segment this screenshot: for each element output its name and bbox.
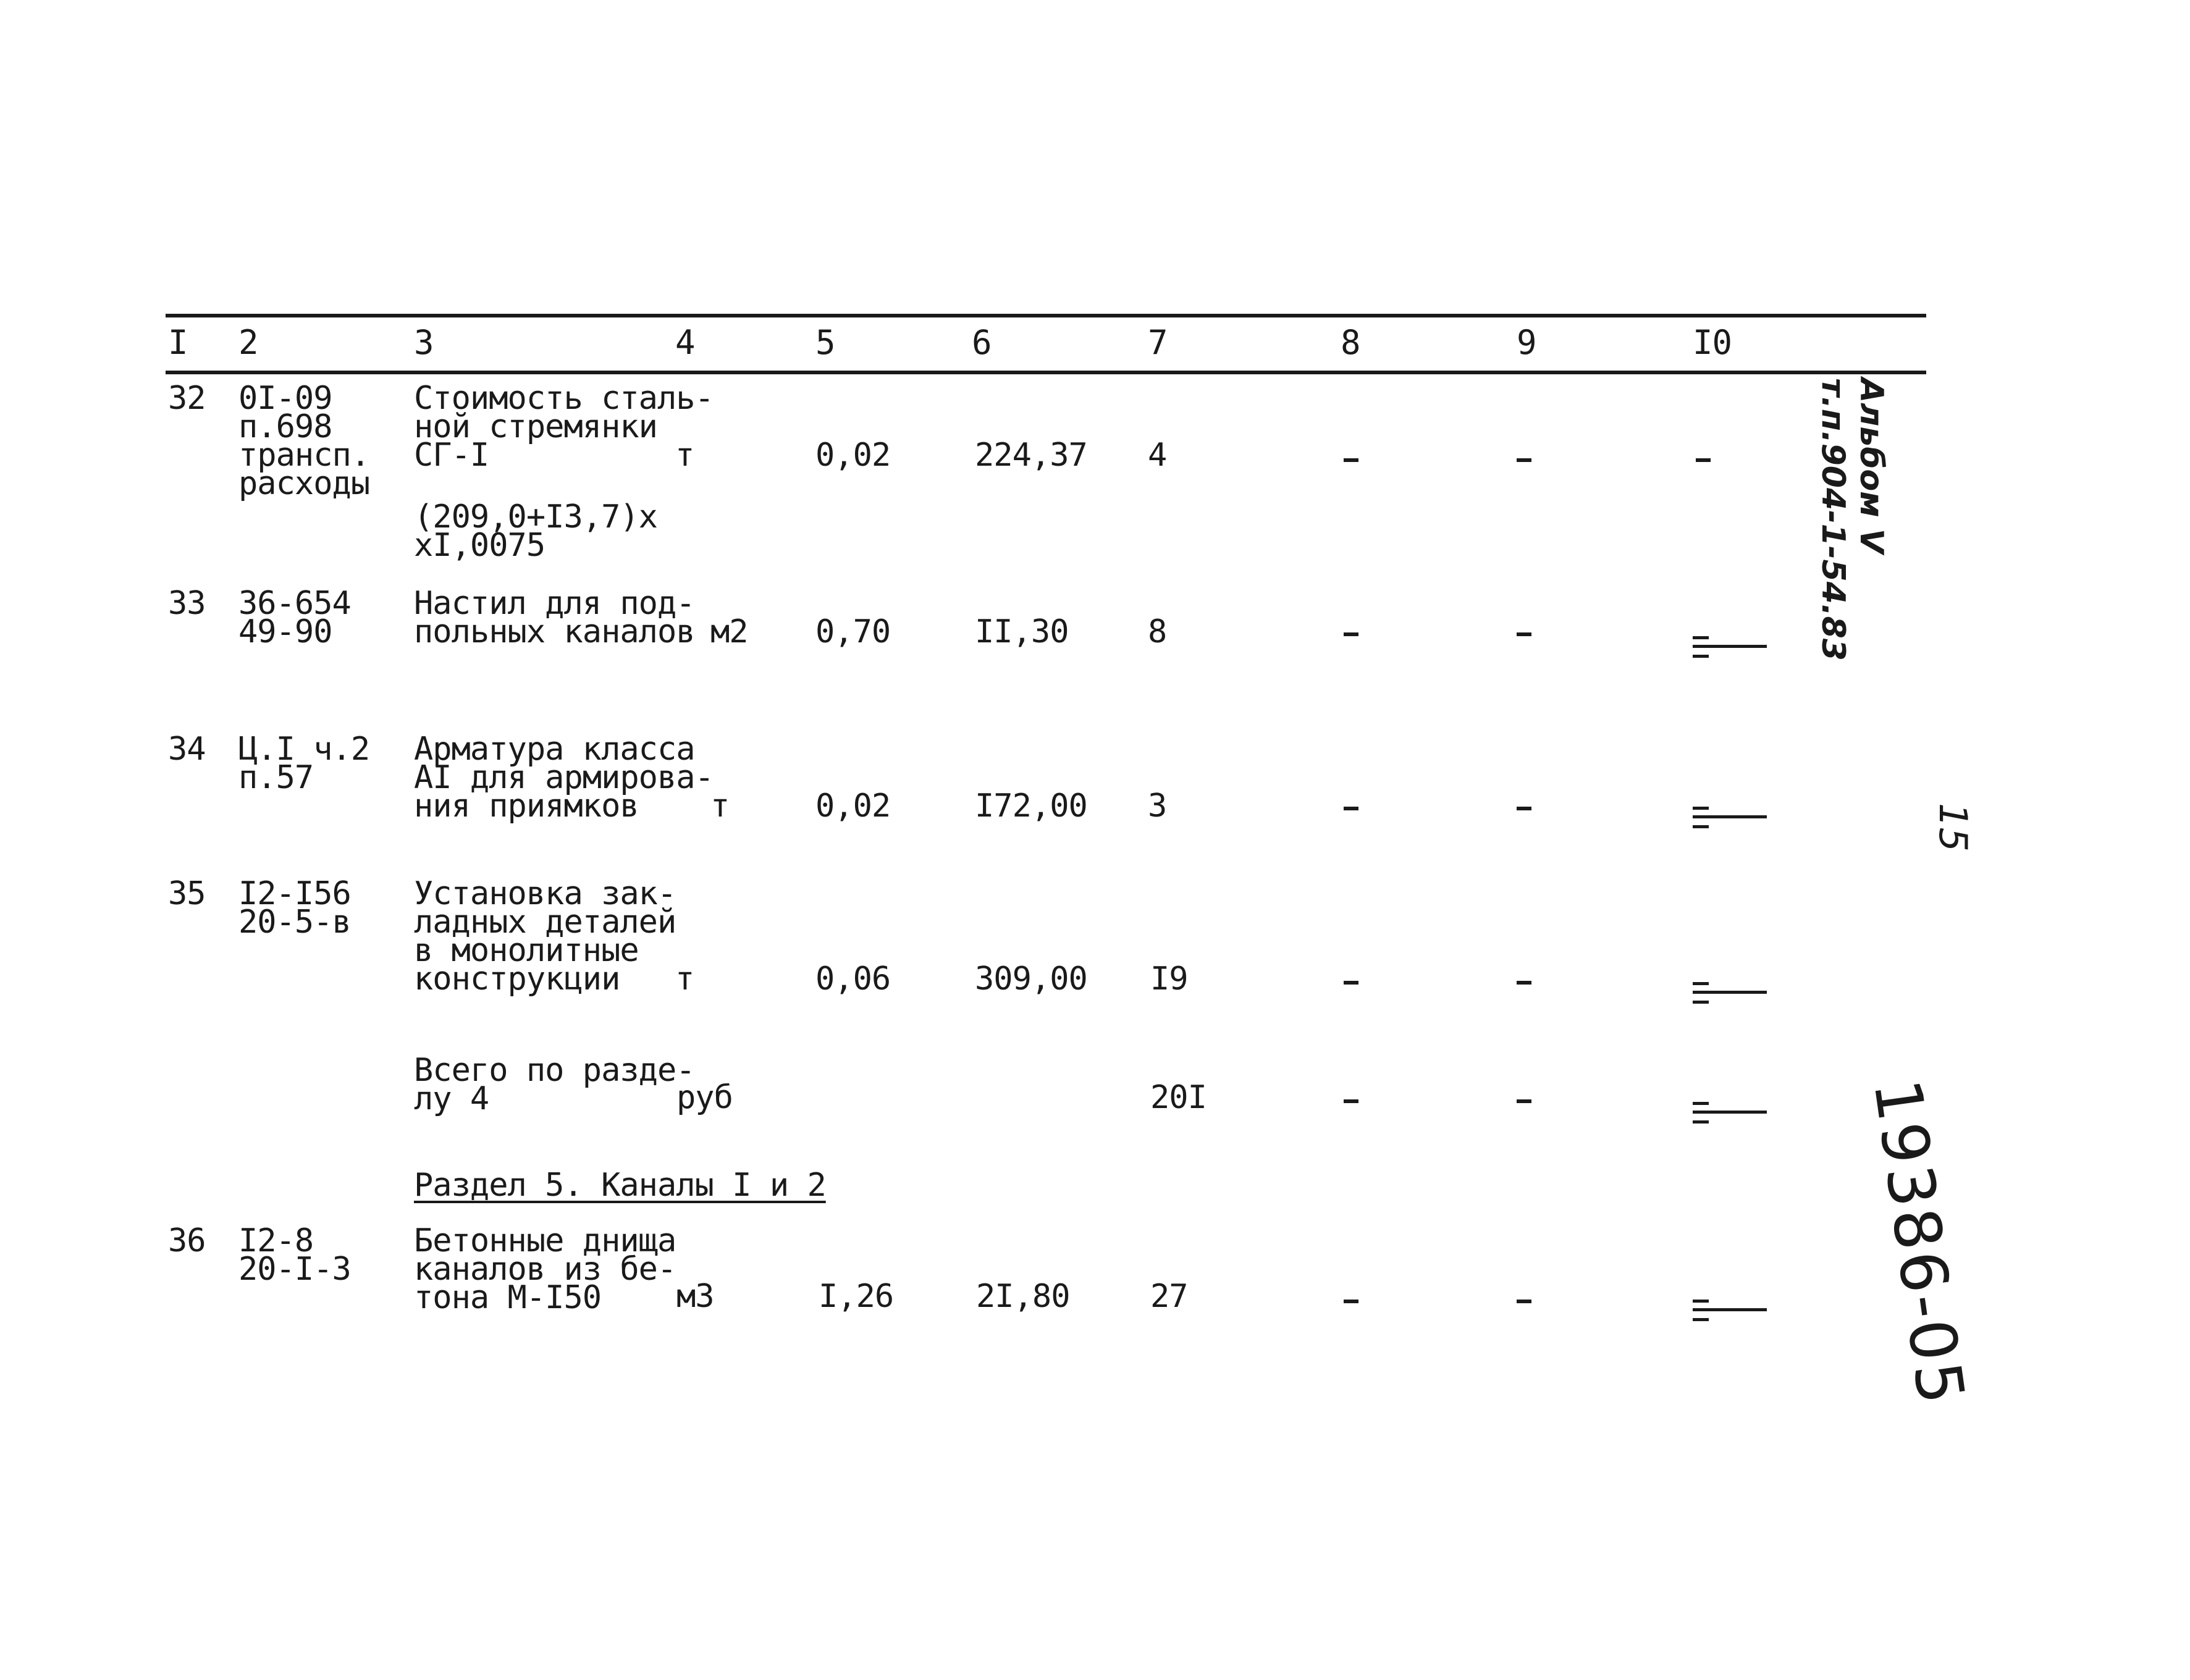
row-unit: м3 bbox=[676, 1278, 714, 1315]
row-description: Бетонные днища каналов из бе- тона М-I50 bbox=[414, 1222, 676, 1316]
column-header-10: I0 bbox=[1693, 323, 1732, 362]
row-unit: м2 bbox=[710, 613, 748, 650]
album-note: Альбом V т.п.904-1-54.83 bbox=[1814, 378, 1890, 661]
row-col8-dash bbox=[1344, 981, 1358, 985]
row-col10-ditto-mark bbox=[1693, 982, 1767, 1007]
row-number: 35 bbox=[168, 875, 206, 912]
table-header-rule bbox=[166, 371, 1926, 374]
row-price: 2I,80 bbox=[976, 1278, 1070, 1315]
column-header-5: 5 bbox=[815, 323, 835, 362]
page-number: 15 bbox=[1931, 803, 1976, 852]
row-quantity: 0,02 bbox=[815, 437, 891, 474]
row-col9-dash bbox=[1517, 1099, 1531, 1103]
table-top-rule bbox=[166, 314, 1926, 317]
row-col9-dash bbox=[1517, 458, 1531, 462]
row-number: 32 bbox=[168, 380, 206, 417]
row-price: II,30 bbox=[975, 613, 1069, 650]
row-unit: т bbox=[710, 788, 730, 825]
row-code: 36-654 49-90 bbox=[238, 585, 351, 650]
row-code: I2-I56 20-5-в bbox=[238, 875, 351, 941]
row-price: I72,00 bbox=[975, 788, 1087, 825]
row-description: Стоимость сталь- ной стремянки СГ-I bbox=[414, 380, 714, 474]
row-unit: т bbox=[675, 960, 694, 998]
row-total: I9 bbox=[1150, 960, 1188, 998]
row-number: 34 bbox=[168, 731, 206, 768]
row-code: Ц.I ч.2 п.57 bbox=[238, 731, 370, 796]
column-header-2: 2 bbox=[238, 323, 258, 362]
column-header-4: 4 bbox=[675, 323, 695, 362]
column-header-6: 6 bbox=[972, 323, 992, 362]
subtotal-unit: руб bbox=[676, 1079, 733, 1116]
row-number: 33 bbox=[168, 585, 206, 622]
row-code: 0I-09 п.698 трансп. расходы bbox=[238, 380, 370, 502]
row-col9-dash bbox=[1517, 632, 1531, 636]
subtotal-total: 20I bbox=[1150, 1079, 1207, 1116]
row-col9-dash bbox=[1517, 1300, 1531, 1303]
subtotal-label: Всего по разде- лу 4 bbox=[414, 1052, 695, 1117]
column-header-9: 9 bbox=[1517, 323, 1536, 362]
row-description: Арматура класса AI для армирова- ния приямков bbox=[414, 731, 714, 825]
row-price: 309,00 bbox=[975, 960, 1087, 998]
row-col8-dash bbox=[1344, 458, 1358, 462]
column-header-7: 7 bbox=[1148, 323, 1168, 362]
document-number: 19386-05 bbox=[1859, 1075, 1980, 1411]
row-number: 36 bbox=[168, 1222, 206, 1259]
row-col8-dash bbox=[1344, 1099, 1358, 1103]
row-col10-ditto-mark bbox=[1693, 636, 1767, 661]
row-unit: т bbox=[675, 437, 694, 474]
row-col8-dash bbox=[1344, 807, 1358, 810]
column-header-3: 3 bbox=[414, 323, 434, 362]
row-col9-dash bbox=[1517, 981, 1531, 985]
row-price: 224,37 bbox=[975, 437, 1087, 474]
row-total: 27 bbox=[1150, 1278, 1188, 1315]
row-col8-dash bbox=[1344, 1300, 1358, 1303]
row-description: Установка зак- ладных деталей в монолитные конструкции bbox=[414, 875, 676, 998]
row-quantity: 0,02 bbox=[815, 788, 891, 825]
row-col8-dash bbox=[1344, 632, 1358, 636]
row-formula: (209,0+I3,7)x xI,0075 bbox=[414, 498, 657, 564]
row-code: I2-8 20-I-3 bbox=[238, 1222, 351, 1288]
row-quantity: 0,70 bbox=[815, 613, 891, 650]
row-total: 4 bbox=[1148, 437, 1167, 474]
row-total: 3 bbox=[1148, 788, 1167, 825]
row-quantity: 0,06 bbox=[815, 960, 891, 998]
row-total: 8 bbox=[1148, 613, 1167, 650]
row-col10-dash bbox=[1696, 458, 1711, 462]
row-col9-dash bbox=[1517, 807, 1531, 810]
row-col10-ditto-mark bbox=[1693, 1300, 1767, 1324]
column-header-8: 8 bbox=[1341, 323, 1360, 362]
row-description: Настил для под- польных каналов bbox=[414, 585, 695, 650]
column-header-1: I bbox=[168, 323, 188, 362]
row-quantity: I,26 bbox=[819, 1278, 894, 1315]
section-title: Раздел 5. Каналы I и 2 bbox=[414, 1167, 826, 1204]
row-col10-ditto-mark bbox=[1693, 1102, 1767, 1127]
row-col10-ditto-mark bbox=[1693, 807, 1767, 831]
